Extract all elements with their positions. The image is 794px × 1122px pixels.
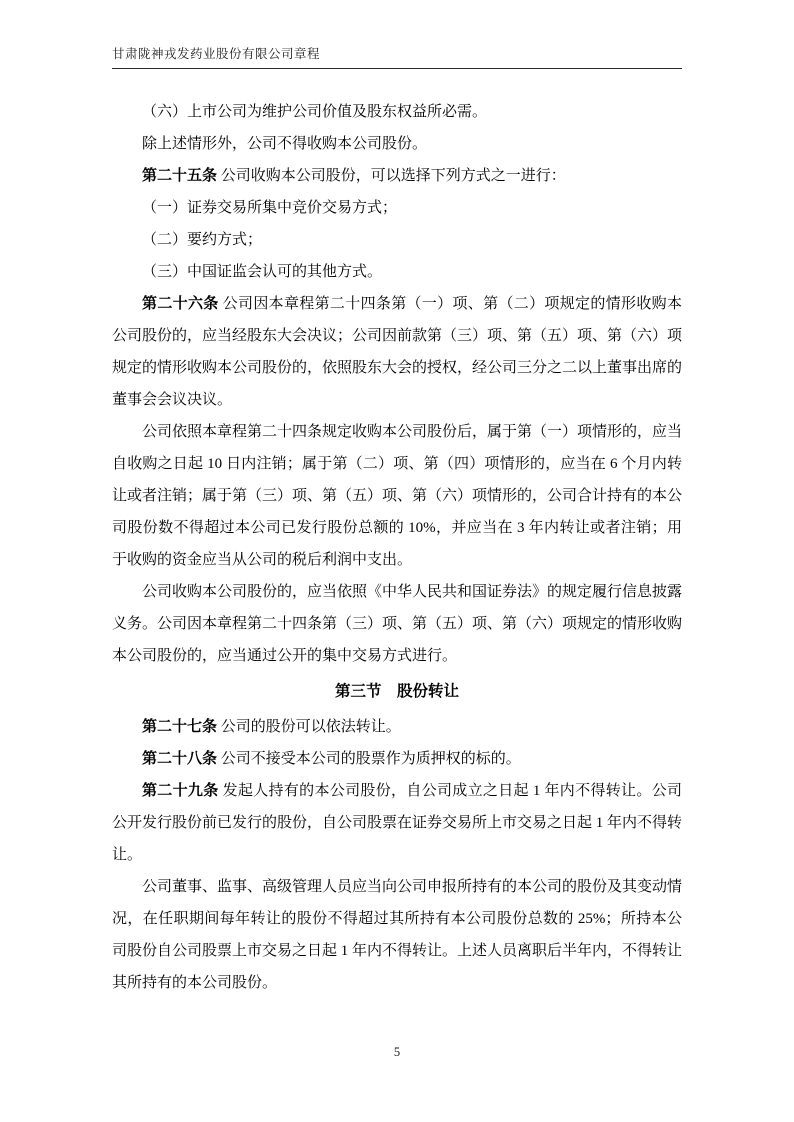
section-heading: 第三节 股份转让 [334, 683, 459, 700]
header-title: 甘肃陇神戎发药业股份有限公司章程 [112, 47, 321, 61]
paragraph-text: （二）要约方式； [142, 232, 263, 248]
paragraph-text: 公司依照本章程第二十四条规定收购本公司股份后，属于第（一）项情形的，应当自收购之日起 10 日内注销；属于第（二）项、第（四）项情形的，应当在 6 个月内转让或者注销；属于第（三）项、第（五）项、第（六）项情形的，公司合计持有的本公司股份数不得超过本公司已发行股份总额的 10%，并应当在 3 年内转让或者注销；用于收购的资金应当从公司的税后利润中支出。 [112, 424, 683, 568]
page-number: 5 [393, 1045, 401, 1059]
paragraph-article-27 [112, 711, 682, 743]
page-header [112, 44, 682, 69]
paragraph-text: 公司因本章程第二十四条第（一）项、第（二）项规定的情形收购本公司股份的，应当经股东大会决议；公司因前款第（三）项、第（五）项、第（六）项规定的情形收购本公司股份的，依照股东大会的授权，经公司三分之二以上董事出席的董事会会议决议。 [112, 296, 683, 408]
paragraph-article-26 [112, 288, 682, 416]
article-label: 第二十六条 [142, 296, 219, 312]
article-label: 第二十九条 [142, 783, 219, 799]
paragraph [112, 96, 682, 128]
paragraph-article-29 [112, 775, 682, 871]
paragraph-text: 发起人持有的本公司股份，自公司成立之日起 1 年内不得转让。公司公开发行股份前已发行的股份，自公司股票在证券交易所上市交易之日起 1 年内不得转让。 [112, 783, 683, 863]
paragraph [112, 128, 682, 160]
paragraph-text: （三）中国证监会认可的其他方式。 [142, 264, 383, 280]
paragraph-text: （六）上市公司为维护公司价值及股东权益所必需。 [142, 104, 488, 120]
paragraph-article-25 [112, 160, 682, 192]
paragraph-article-28 [112, 743, 682, 775]
page-footer [0, 1045, 794, 1060]
article-label: 第二十五条 [142, 168, 218, 184]
paragraph [112, 416, 682, 576]
paragraph-list-item [112, 192, 682, 224]
paragraph-text: 公司不接受本公司的股票作为质押权的标的。 [217, 751, 521, 767]
paragraph-text: （一）证券交易所集中竞价交易方式； [142, 200, 398, 216]
paragraph-text: 公司收购本公司股份，可以选择下列方式之一进行： [217, 168, 566, 184]
article-label: 第二十七条 [142, 719, 218, 735]
paragraph-text: 除上述情形外，公司不得收购本公司股份。 [142, 136, 428, 152]
paragraph-text: 公司董事、监事、高级管理人员应当向公司申报所持有的本公司的股份及其变动情况，在任职期间每年转让的股份不得超过其所持有本公司股份总数的 25%；所持本公司股份自公司股票上市交易之日起 1 年内不得转让。上述人员离职后半年内，不得转让其所持有的本公司股份。 [112, 879, 683, 991]
document-body [112, 96, 682, 999]
paragraph [112, 576, 682, 672]
paragraph-text: 公司的股份可以依法转让。 [217, 719, 401, 735]
paragraph-list-item [112, 256, 682, 288]
paragraph-list-item [112, 224, 682, 256]
paragraph [112, 871, 682, 999]
article-label: 第二十八条 [142, 751, 218, 767]
paragraph-text: 公司收购本公司股份的，应当依照《中华人民共和国证券法》的规定履行信息披露义务。公司因本章程第二十四条第（三）项、第（五）项、第（六）项规定的情形收购本公司股份的，应当通过公开的集中交易方式进行。 [112, 584, 683, 664]
